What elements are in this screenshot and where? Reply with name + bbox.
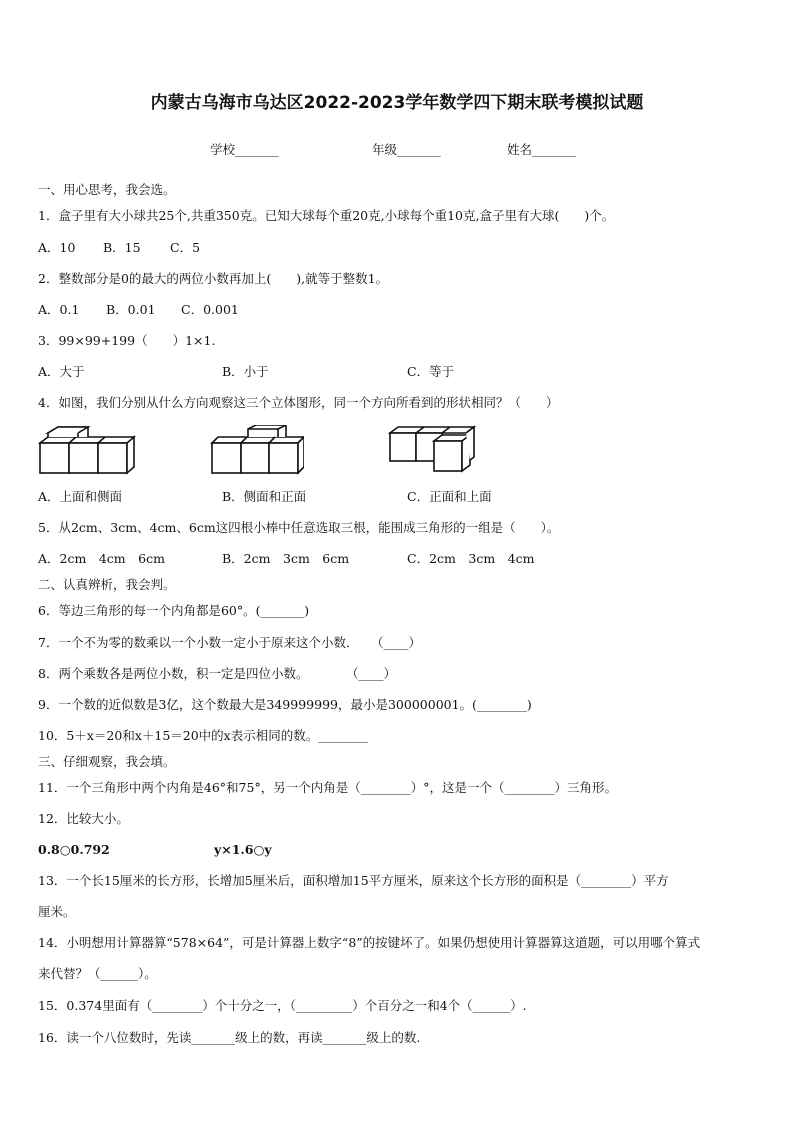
q4-option-b[interactable]: B．侧面和正面 (222, 489, 307, 504)
fig2-cube-1 (212, 443, 241, 473)
question-12: 12．比较大小。 (38, 811, 129, 826)
question-16: 16．读一个八位数时，先读_______级上的数，再读_______级上的数. (38, 1030, 421, 1045)
q2-option-b[interactable]: B．0.01 (106, 302, 156, 317)
question-4: 4．如图，我们分别从什么方向观察这三个立体图形，同一个方向所看到的形状相同？（ ） (38, 395, 559, 410)
grade-field[interactable]: 年级_______ (372, 142, 441, 157)
cube-figure-1 (38, 425, 136, 477)
q5-option-a[interactable]: A．2cm 4cm 6cm (38, 551, 165, 566)
fig1-cube-3 (98, 443, 127, 473)
question-13-line-1: 13．一个长15厘米的长方形，长增加5厘米后，面积增加15平方厘米，原来这个长方形的面积是（________）平方 (38, 873, 669, 888)
question-11: 11．一个三角形中两个内角是46°和75°，另一个内角是（________）°，这是一个（________）三角形。 (38, 780, 617, 795)
fig3-top-row (390, 427, 474, 433)
q3-option-c[interactable]: C．等于 (407, 364, 455, 379)
cube-figure-3 (388, 423, 480, 475)
q4-option-c[interactable]: C．正面和上面 (407, 489, 492, 504)
q2-option-c[interactable]: C．0.001 (181, 302, 239, 317)
section-1-heading: 一、用心思考，我会选。 (38, 182, 176, 197)
fig1-top-row (40, 437, 134, 443)
question-8: 8．两个乘数各是两位小数，积一定是四位小数。 （____） (38, 666, 396, 681)
question-5: 5．从2cm、3cm、4cm、6cm这四根小棒中任意选取三根，能围成三角形的一组是（ ）。 (38, 520, 560, 535)
fig1-cube-1 (40, 443, 69, 473)
q12-compare-a: 0.8○0.792 (38, 842, 110, 857)
section-2-heading: 二、认真辨析，我会判。 (38, 577, 176, 592)
question-1: 1．盒子里有大小球共25个,共重350克。已知大球每个重20克,小球每个重10克,盒子里有大球( )个。 (38, 208, 615, 223)
fig1-cube-2 (69, 443, 98, 473)
question-15: 15．0.374里面有（________）个十分之一，（_________）个百分之一和4个（______）. (38, 998, 527, 1013)
q5-option-c[interactable]: C．2cm 3cm 4cm (407, 551, 535, 566)
q5-option-b[interactable]: B．2cm 3cm 6cm (222, 551, 350, 566)
name-field[interactable]: 姓名_______ (507, 142, 576, 157)
fig2-raised-cube (248, 425, 286, 437)
fig2-cube-3 (269, 443, 298, 473)
question-9: 9．一个数的近似数是3亿，这个数最大是349999999，最小是300000001。(________) (38, 697, 532, 712)
fig2-top-row (212, 437, 304, 443)
question-2: 2．整数部分是0的最大的两位小数再加上( ),就等于整数1。 (38, 271, 389, 286)
q1-option-b[interactable]: B．15 (103, 240, 141, 255)
q1-option-a[interactable]: A．10 (38, 240, 76, 255)
question-6: 6．等边三角形的每一个内角都是60°。(_______) (38, 603, 310, 618)
q3-option-a[interactable]: A．大于 (38, 364, 85, 379)
question-7: 7．一个不为零的数乘以一个小数一定小于原来这个小数． （____） (38, 635, 421, 650)
cube-figure-2 (210, 425, 304, 477)
page-title: 内蒙古乌海市乌达区2022-2023学年数学四下期末联考模拟试题 (150, 93, 644, 113)
question-3: 3．99×99+199（ ）1×1. (38, 333, 216, 348)
fig3-cube-1 (390, 433, 416, 461)
fig2-cube-2 (241, 443, 269, 473)
q4-option-a[interactable]: A．上面和侧面 (38, 489, 123, 504)
q12-compare-b: y×1.6○y (214, 842, 272, 857)
q2-option-a[interactable]: A．0.1 (38, 302, 80, 317)
q3-option-b[interactable]: B．小于 (222, 364, 269, 379)
question-13-line-2: 厘米。 (38, 904, 76, 919)
q1-option-c[interactable]: C．5 (170, 240, 201, 255)
fig3-front-cube (434, 441, 462, 471)
school-field[interactable]: 学校_______ (210, 142, 279, 157)
fig1-side (127, 437, 134, 473)
question-14-line-2: 来代替？（______）。 (38, 966, 157, 981)
fig2-side (298, 437, 304, 473)
question-10: 10．5＋x＝20和x＋15＝20中的x表示相同的数。________ (38, 728, 369, 743)
question-14-line-1: 14．小明想用计算器算“578×64”，可是计算器上数字“8”的按键坏了。如果仍想使用计算器算这道题，可以用哪个算式 (38, 935, 701, 950)
section-3-heading: 三、仔细观察，我会填。 (38, 754, 176, 769)
